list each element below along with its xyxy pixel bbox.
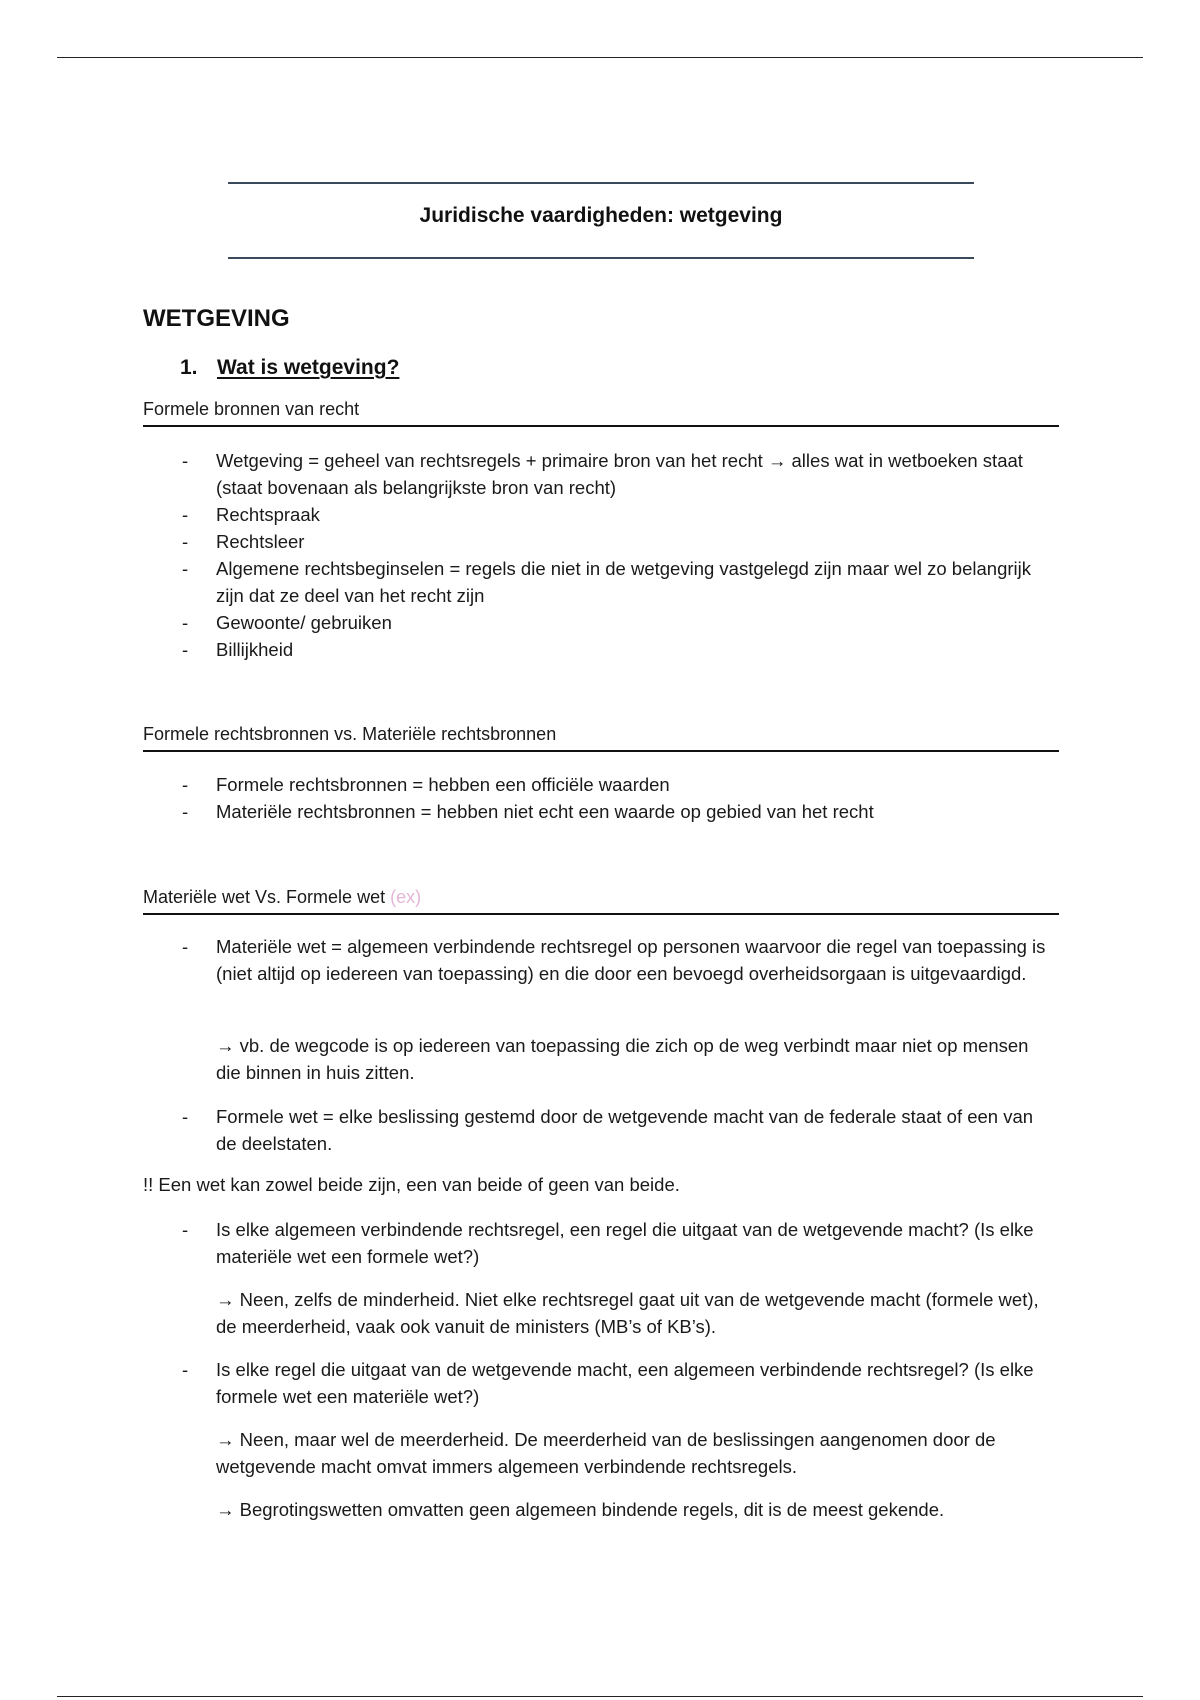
- subsection-title: Wat is wetgeving?: [217, 356, 400, 379]
- heading-formal-sources: Formele bronnen van recht: [143, 399, 1059, 427]
- answer-1: → Neen, zelfs de minderheid. Niet elke rechtsregel gaat uit van de wetgevende macht (formele wet), de meerderheid, vaak ook vanuit de ministers (MB’s of KB’s).: [216, 1289, 1039, 1337]
- title-rule-bottom: [228, 257, 974, 259]
- heading-hint: (ex): [390, 887, 422, 907]
- answer-2b: → Begrotingswetten omvatten geen algemeen bindende regels, dit is de meest gekende.: [216, 1499, 945, 1520]
- list-item: - Gewoonte/ gebruiken: [182, 612, 392, 633]
- heading-sources-comparison: Formele rechtsbronnen vs. Materiële rechtsbronnen: [143, 724, 1059, 752]
- list-item: - Formele wet = elke beslissing gestemd door de wetgevende macht van de federale staat of een van de deelstaten.: [182, 1106, 1034, 1154]
- note-both: !! Een wet kan zowel beide zijn, een van beide of geen van beide.: [143, 1174, 680, 1195]
- title-rule-top: [228, 182, 974, 184]
- list-item: - Formele rechtsbronnen = hebben een officiële waarden: [182, 774, 670, 795]
- list-item: - Is elke regel die uitgaat van de wetgevende macht, een algemeen verbindende rechtsregel? (Is elke formele wet een materiële wet?): [182, 1359, 1034, 1407]
- page-top-rule: [57, 57, 1143, 58]
- page-bottom-rule: [57, 1696, 1143, 1697]
- section-heading: WETGEVING: [143, 305, 290, 332]
- document-title: Juridische vaardigheden: wetgeving: [419, 204, 783, 227]
- item-formal-law: [0, 1103, 1200, 1157]
- list-item: - Wetgeving = geheel van rechtsregels + primaire bron van het recht → alles wat in wetboeken staat (staat bovenaan als belangrijkste bron van recht): [182, 450, 1023, 498]
- list-sources-comparison: [0, 771, 1200, 825]
- item-material-law: [0, 933, 1200, 987]
- list-item: - Materiële wet = algemeen verbindende rechtsregel op personen waarvoor die regel van toepassing is (niet altijd op iedereen van toepassing) en die door een bevoegd overheidsorgaan is uitgevaardigd.: [182, 936, 1046, 984]
- list-item: - Rechtspraak: [182, 504, 320, 525]
- list-item: - Is elke algemeen verbindende rechtsregel, een regel die uitgaat van de wetgevende macht? (Is elke materiële wet een formele wet?): [182, 1219, 1034, 1267]
- subsection-heading: [180, 356, 399, 380]
- heading-law-comparison: [143, 887, 1059, 915]
- subsection-number: 1.: [180, 356, 198, 379]
- question-1: [0, 1216, 1200, 1270]
- list-item: - Materiële rechtsbronnen = hebben niet echt een waarde op gebied van het recht: [182, 801, 874, 822]
- heading-law-comparison-text: Materiële wet Vs. Formele wet: [143, 887, 386, 907]
- example-material-law: → vb. de wegcode is op iedereen van toepassing die zich op de weg verbindt maar niet op mensen die binnen in huis zitten.: [216, 1035, 1029, 1083]
- question-2: [0, 1356, 1200, 1410]
- list-item: - Billijkheid: [182, 639, 294, 660]
- list-formal-sources: [0, 447, 1200, 663]
- answer-2: → Neen, maar wel de meerderheid. De meerderheid van de beslissingen aangenomen door de wetgevende macht omvat immers algemeen verbindende rechtsregels.: [216, 1429, 996, 1477]
- list-item: - Rechtsleer: [182, 531, 305, 552]
- list-item: - Algemene rechtsbeginselen = regels die niet in de wetgeving vastgelegd zijn maar wel zo belangrijk zijn dat ze deel van het recht zijn: [182, 558, 1031, 606]
